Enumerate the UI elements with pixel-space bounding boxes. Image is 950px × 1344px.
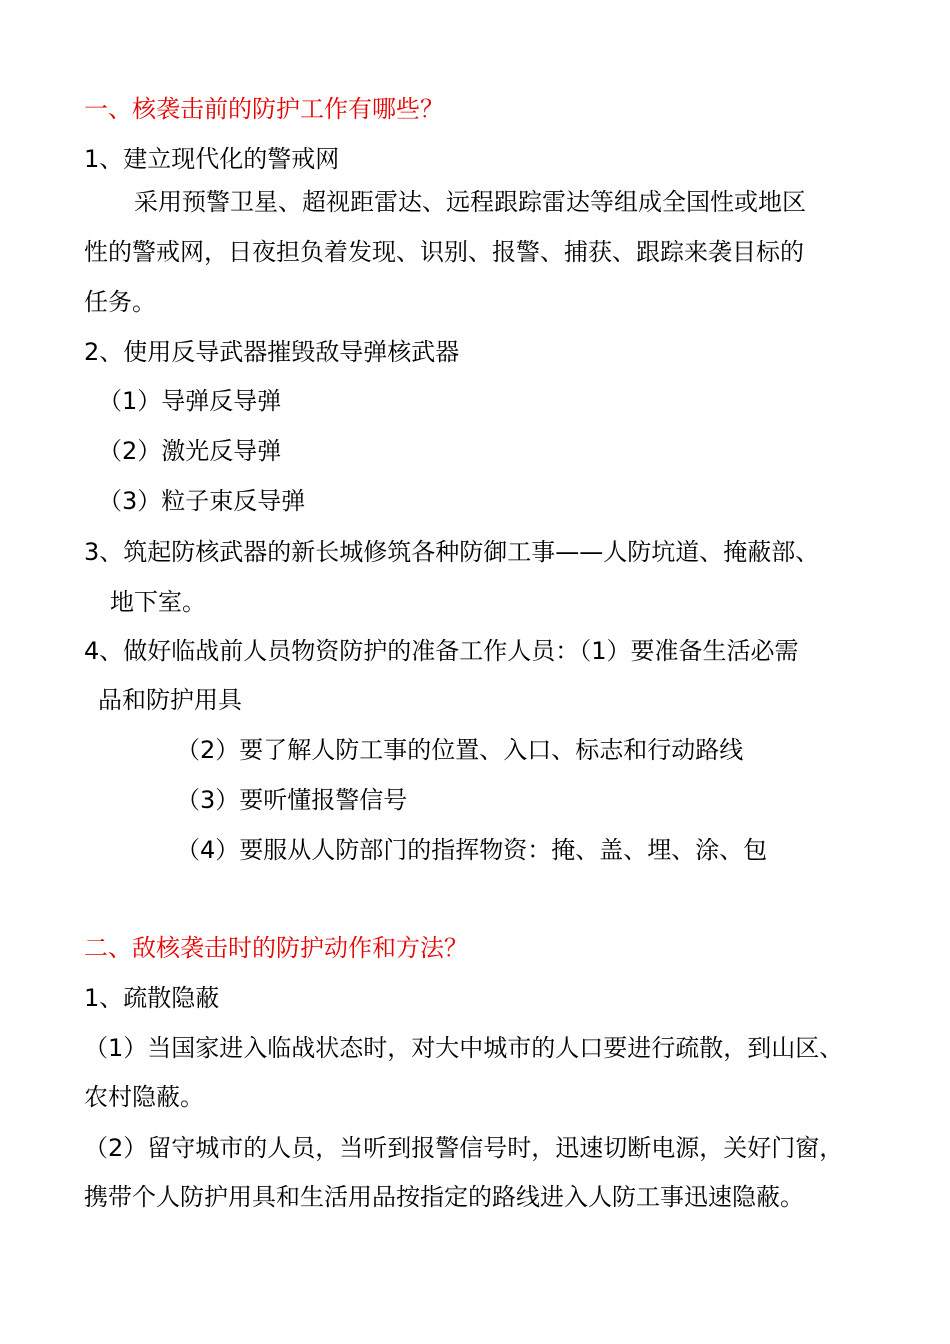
s1-item-4-sub-2: （2）要了解人防工事的位置、入口、标志和行动路线 [176, 736, 744, 764]
s2-sub-2-line-2: 携带个人防护用具和生活用品按指定的路线进入人防工事迅速隐蔽。 [84, 1183, 804, 1211]
s1-item-4-sub-3: （3）要听懂报警信号 [176, 786, 408, 814]
s1-item-2-sub-1: （1）导弹反导弹 [98, 387, 282, 415]
s2-item-1-title: 1、疏散隐蔽 [84, 984, 220, 1012]
s1-item-3-line-1: 3、筑起防核武器的新长城修筑各种防御工事——人防坑道、掩蔽部、 [84, 538, 820, 566]
s1-item-1-paragraph-line-3: 任务。 [84, 288, 156, 316]
s2-sub-1-line-1: （1）当国家进入临战状态时，对大中城市的人口要进行疏散，到山区、 [84, 1034, 844, 1062]
s1-item-2-sub-2: （2）激光反导弹 [98, 437, 282, 465]
s1-item-1-title: 1、建立现代化的警戒网 [84, 145, 340, 173]
s1-item-4-line-1: 4、做好临战前人员物资防护的准备工作人员：（1）要准备生活必需 [84, 637, 799, 665]
s1-item-3-line-2: 地下室。 [110, 588, 206, 616]
s2-sub-1-line-2: 农村隐蔽。 [84, 1083, 204, 1111]
s1-item-1-paragraph-line-2: 性的警戒网，日夜担负着发现、识别、报警、捕获、跟踪来袭目标的 [84, 238, 804, 266]
s1-item-1-paragraph-line-1: 采用预警卫星、超视距雷达、远程跟踪雷达等组成全国性或地区 [134, 188, 806, 216]
s1-item-2-title: 2、使用反导武器摧毁敌导弹核武器 [84, 338, 460, 366]
section-1-heading: 一、核袭击前的防护工作有哪些？ [84, 95, 444, 123]
s1-item-2-sub-3: （3）粒子束反导弹 [98, 487, 306, 515]
s2-sub-2-line-1: （2）留守城市的人员，当听到报警信号时，迅速切断电源，关好门窗， [84, 1134, 844, 1162]
section-2-heading: 二、敌核袭击时的防护动作和方法？ [84, 934, 468, 962]
s1-item-4-line-2: 品和防护用具 [98, 686, 242, 714]
s1-item-4-sub-4: （4）要服从人防部门的指挥物资：掩、盖、埋、涂、包 [176, 836, 768, 864]
